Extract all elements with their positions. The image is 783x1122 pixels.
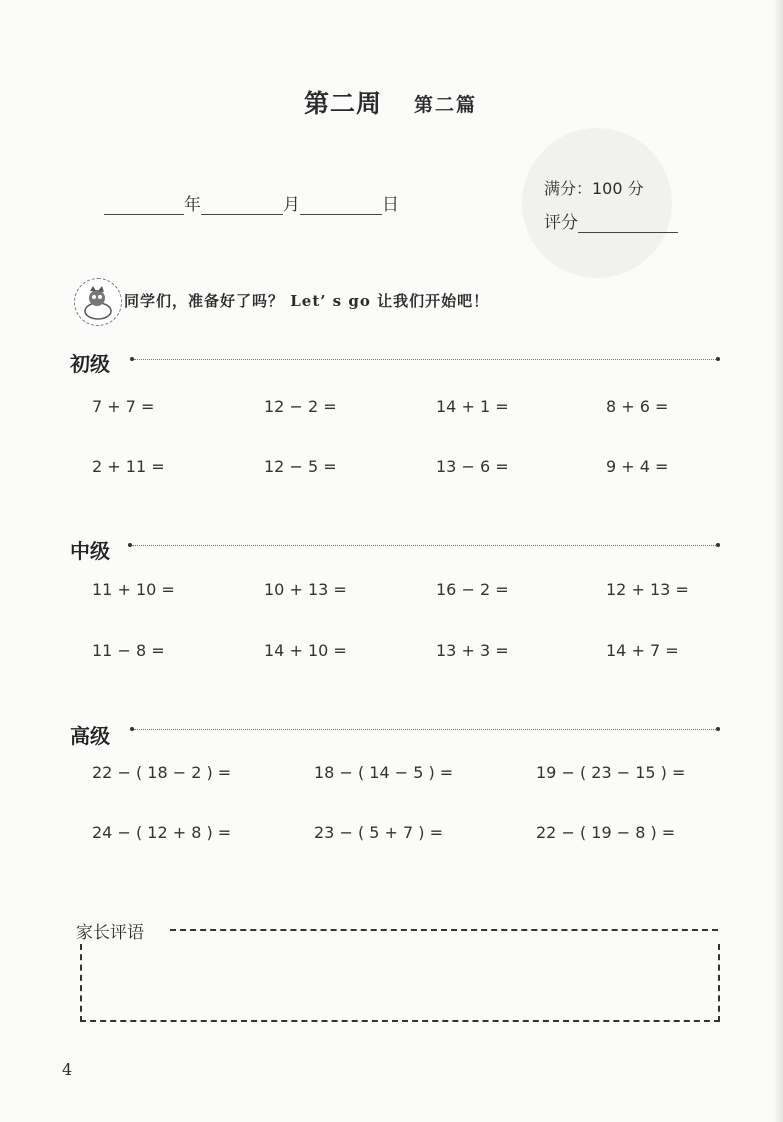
problem: 7 + 7 = bbox=[92, 397, 155, 416]
day-blank[interactable] bbox=[300, 196, 382, 215]
problem: 12 + 13 = bbox=[606, 580, 689, 599]
comment-box-top-border bbox=[170, 929, 718, 931]
full-score: 满分：100 分 bbox=[544, 179, 644, 198]
problem: 19 − ( 23 − 15 ) = bbox=[536, 763, 686, 782]
problem: 8 + 6 = bbox=[606, 397, 669, 416]
problem: 24 − ( 12 + 8 ) = bbox=[92, 823, 232, 842]
problem: 10 + 13 = bbox=[264, 580, 347, 599]
problem: 14 + 10 = bbox=[264, 641, 347, 660]
problem: 2 + 11 = bbox=[92, 457, 165, 476]
page-edge-shadow bbox=[773, 0, 783, 1122]
level-basic-label: 初级 bbox=[70, 352, 110, 376]
problem: 23 − ( 5 + 7 ) = bbox=[314, 823, 444, 842]
page-title: 第二周 bbox=[304, 89, 383, 118]
level-advanced-divider bbox=[134, 729, 716, 730]
problem: 13 + 3 = bbox=[436, 641, 509, 660]
problem: 13 − 6 = bbox=[436, 457, 509, 476]
mascot-avatar-icon bbox=[74, 278, 122, 326]
greeting-text: 同学们，准备好了吗？ Let’ s go 让我们开始吧！ bbox=[124, 292, 490, 310]
parent-comment-label: 家长评语 bbox=[76, 923, 144, 943]
year-label: 年 bbox=[184, 195, 201, 215]
day-label: 日 bbox=[382, 195, 399, 215]
parent-comment-box[interactable] bbox=[80, 944, 720, 1022]
problem: 14 + 1 = bbox=[436, 397, 509, 416]
problem: 14 + 7 = bbox=[606, 641, 679, 660]
page-subtitle: 第二篇 bbox=[414, 94, 478, 116]
problem: 11 − 8 = bbox=[92, 641, 165, 660]
problem: 16 − 2 = bbox=[436, 580, 509, 599]
level-line-end-dot bbox=[716, 357, 720, 361]
level-line-end-dot bbox=[716, 727, 720, 731]
month-blank[interactable] bbox=[201, 196, 283, 215]
level-advanced-label: 高级 bbox=[70, 724, 110, 748]
rating-label: 评分 bbox=[544, 213, 578, 233]
level-basic-divider bbox=[134, 359, 716, 360]
background-stamp bbox=[522, 128, 672, 278]
date-row bbox=[104, 190, 399, 215]
problem: 12 − 5 = bbox=[264, 457, 337, 476]
problem: 18 − ( 14 − 5 ) = bbox=[314, 763, 454, 782]
problem: 9 + 4 = bbox=[606, 457, 669, 476]
level-intermediate-label: 中级 bbox=[70, 539, 110, 563]
problem: 22 − ( 19 − 8 ) = bbox=[536, 823, 676, 842]
problem: 22 − ( 18 − 2 ) = bbox=[92, 763, 232, 782]
problem: 12 − 2 = bbox=[264, 397, 337, 416]
rating-blank[interactable] bbox=[578, 214, 678, 233]
level-line-end-dot bbox=[716, 543, 720, 547]
problem: 11 + 10 = bbox=[92, 580, 175, 599]
level-intermediate-divider bbox=[132, 545, 716, 546]
year-blank[interactable] bbox=[104, 196, 184, 215]
page-number: 4 bbox=[62, 1060, 73, 1079]
month-label: 月 bbox=[283, 195, 300, 215]
rating-row bbox=[544, 208, 678, 233]
